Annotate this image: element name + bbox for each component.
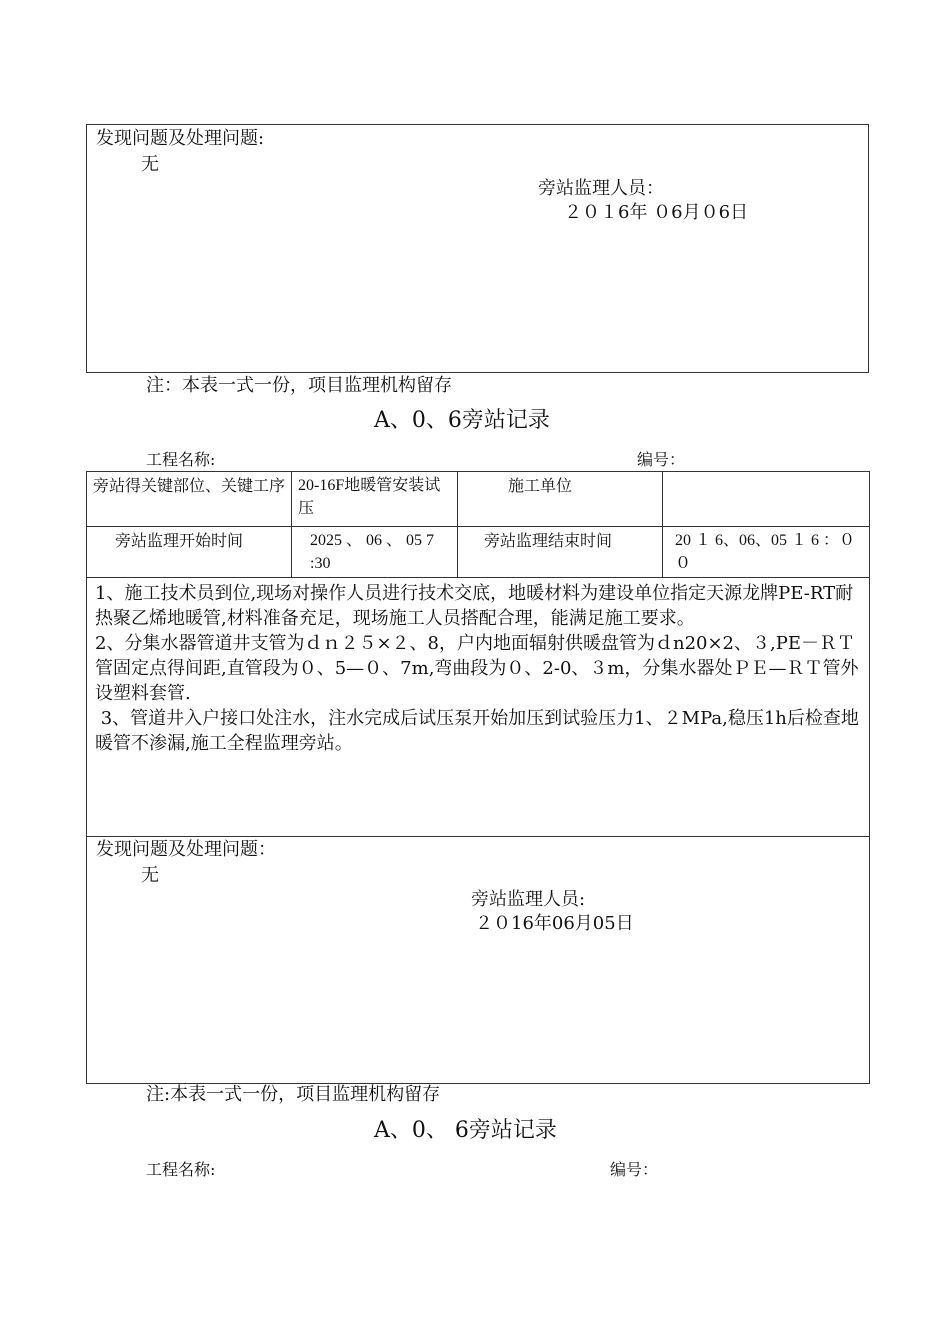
end-time-label: 旁站监理结束时间: [458, 527, 663, 578]
start-time-value: 2025 、 06 、 05 7 :30: [292, 527, 458, 578]
key-part-value: 20-16F地暖管安装试压: [292, 472, 458, 527]
retention-note: 注:本表一式一份，项目监理机构留存: [146, 1084, 441, 1105]
content-paragraph-2: 2、分集水器管道井支管为ｄｎ２５×２、8，户内地面辐射供暖盘管为ｄn20×2、３,PE－ＲＴ管固定点得间距,直管段为０、5—０、7m,弯曲段为０、2-0、３m，分集水器处ＰＥ—ＲＴ管外设塑料套管.: [95, 633, 859, 704]
project-name-label: 工程名称:: [146, 450, 216, 469]
issues-value: 无: [141, 154, 159, 175]
issues-label: 发现问题及处理问题:: [96, 128, 265, 149]
number-label: 编号：: [610, 1160, 659, 1179]
record-table: [86, 471, 870, 1084]
issues-cell: [87, 837, 870, 1084]
number-label: 编号：: [637, 450, 686, 469]
construction-unit-value: [663, 472, 870, 527]
record-title: A、0、6旁站记录: [374, 408, 550, 433]
supervisor-label: 旁站监理人员：: [538, 178, 664, 199]
key-part-label: 旁站得关键部位、关键工序: [87, 472, 292, 527]
project-name-label: 工程名称:: [146, 1160, 216, 1179]
supervisor-label: 旁站监理人员:: [471, 889, 586, 910]
issues-value: 无: [141, 865, 159, 886]
content-paragraph-1: 1、施工技术员到位,现场对操作人员进行技术交底，地暖材料为建设单位指定天源龙牌PE-RT耐热聚乙烯地暖管,材料准备充足，现场施工人员搭配合理，能满足施工要求。: [95, 583, 854, 629]
supervisor-date: ２０16年06月05日: [475, 913, 634, 934]
issues-label: 发现问题及处理问题：: [96, 839, 276, 860]
content-paragraph-3: 3、管道井入户接口处注水，注水完成后试压泵开始加压到试验压力1、２MPa,稳压1h后检查地暖管不渗漏,施工全程监理旁站。: [95, 708, 859, 754]
supervision-content: [87, 578, 870, 837]
start-time-label: 旁站监理开始时间: [87, 527, 292, 578]
record-title: A、0、 6旁站记录: [374, 1118, 557, 1143]
previous-issues-box: [86, 124, 869, 373]
end-time-value: 20 １ 6、06、05 １ 6 ：００: [663, 527, 870, 578]
construction-unit-label: 施工单位: [458, 472, 663, 527]
supervisor-date: ２０１6年 ０6月０6日: [564, 202, 749, 223]
retention-note: 注：本表一式一份，项目监理机构留存: [146, 375, 452, 396]
